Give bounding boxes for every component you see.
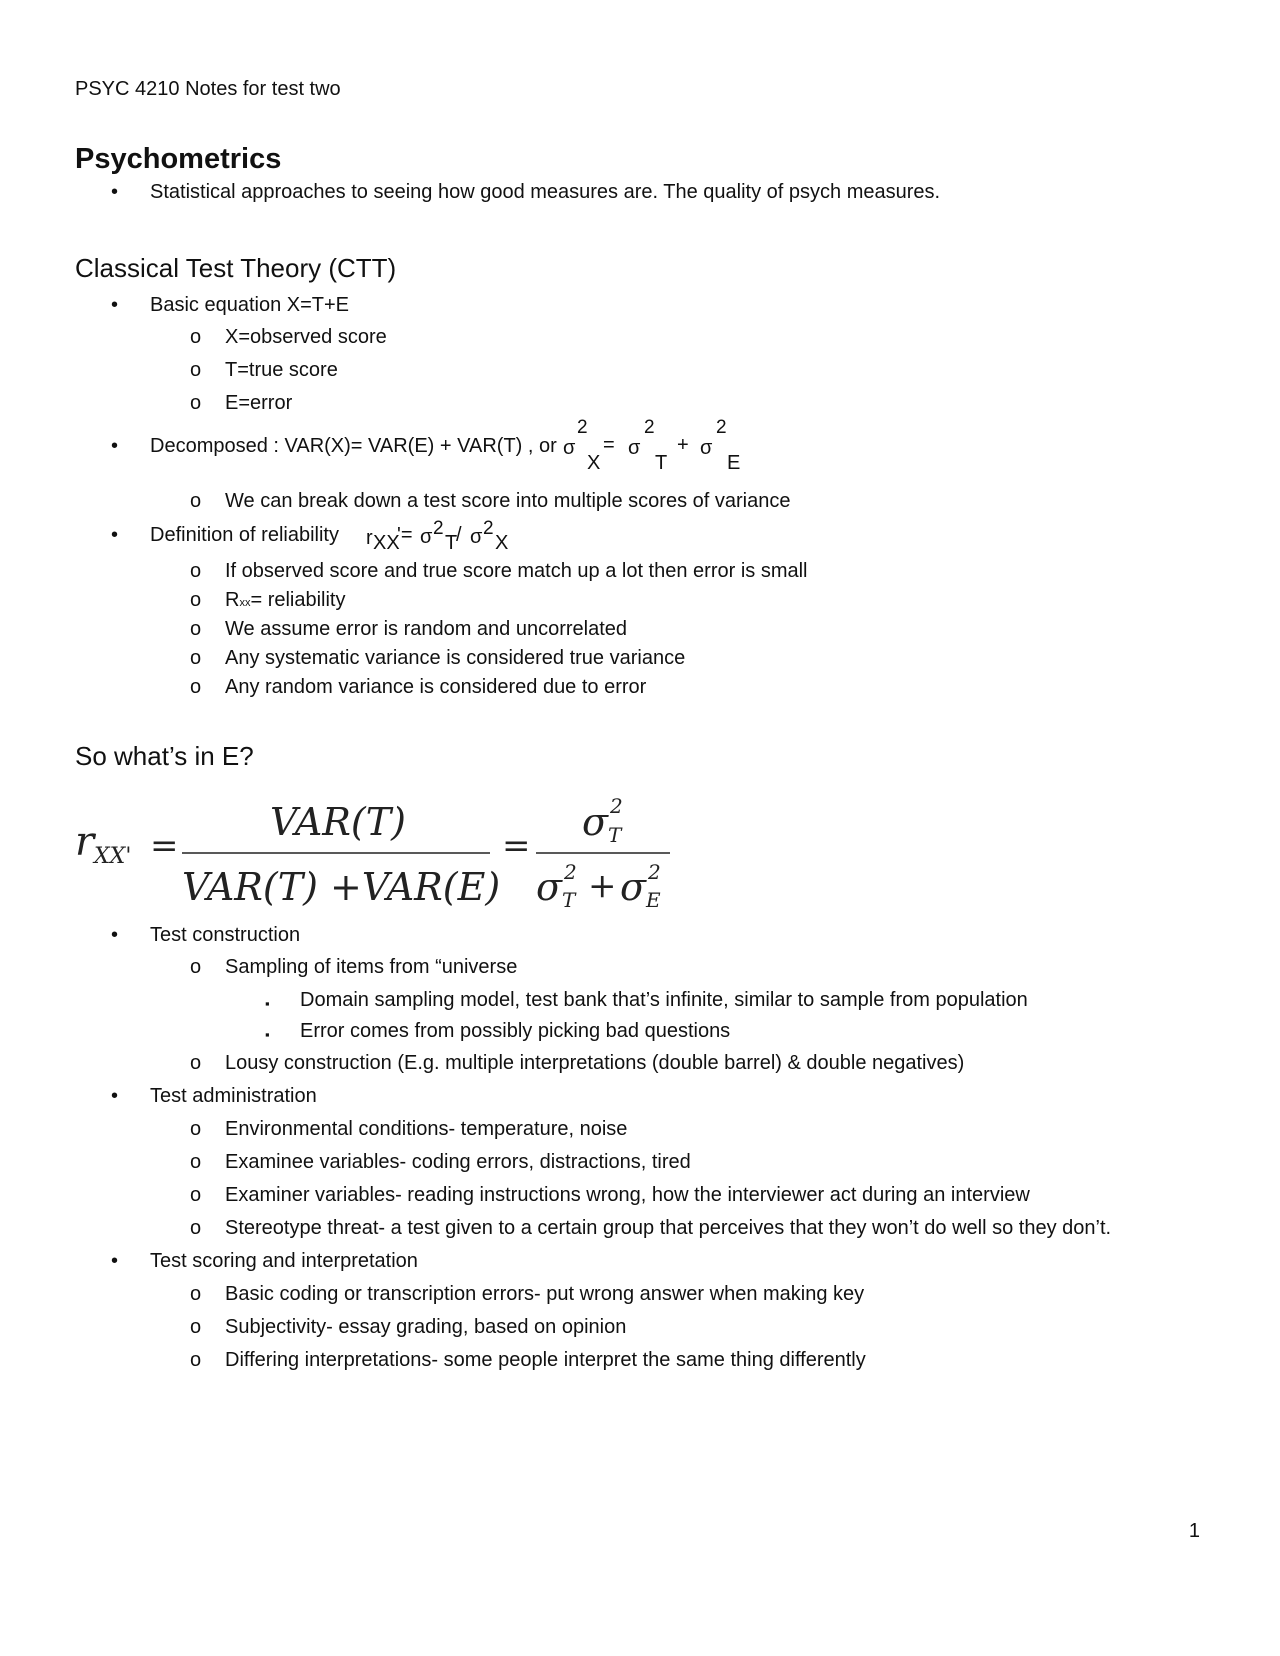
list-item-rxx [225, 589, 346, 612]
sigma-symbol: σ [700, 437, 713, 459]
formula-den-t: T [562, 888, 576, 912]
superscript-2: 2 [577, 417, 588, 438]
sub-bullet-marker [190, 1184, 201, 1207]
list-item: Test construction [150, 924, 301, 946]
subscript-e: E [727, 452, 741, 474]
list-item: Differing interpretations- some people interpret the same thing differently [225, 1349, 866, 1371]
list-item: E=error [225, 392, 293, 414]
list-item: Any random variance is considered due to error [225, 676, 647, 698]
sub-bullet-marker [190, 1217, 201, 1240]
subscript-t: T [655, 452, 668, 474]
sub-bullet-marker [190, 956, 201, 979]
list-item: We can break down a test score into multiple scores of variance [225, 490, 791, 512]
list-item: Examiner variables- reading instructions wrong, how the interviewer act during an interview [225, 1184, 1030, 1206]
list-item: Sampling of items from “universe [225, 956, 518, 978]
list-item: Environmental conditions- temperature, noise [225, 1118, 628, 1140]
list-item: Basic equation X=T+E [150, 294, 350, 316]
bullet-marker [111, 181, 118, 204]
sub-bullet-marker [190, 1052, 201, 1075]
list-item-decomposed [150, 435, 557, 458]
sigma-symbol: σ [563, 437, 576, 459]
sub-bullet-marker [190, 647, 201, 670]
r-symbol: r [366, 527, 373, 549]
decomposed-text: Decomposed : VAR(X)= VAR(E) + VAR(T) , or [150, 435, 557, 457]
formula-sub-xx: XX' [94, 844, 132, 869]
sub-bullet-marker [190, 1151, 201, 1174]
list-item: Test scoring and interpretation [150, 1250, 418, 1272]
list-item: Any systematic variance is considered true variance [225, 647, 686, 669]
formula-num-two: 2 [610, 795, 623, 818]
bullet-marker [111, 524, 118, 547]
bullet-marker [111, 435, 118, 458]
sub-bullet-marker [190, 618, 201, 641]
subscript-x: X [587, 452, 601, 474]
formula-num1: VAR(T) [270, 800, 406, 844]
square-bullet-marker [265, 1022, 270, 1045]
list-item: Domain sampling model, test bank that’s infinite, similar to sample from population [300, 989, 1028, 1011]
formula-eq-2: = [502, 826, 531, 866]
formula-den-e: E [646, 888, 661, 912]
heading-whats-in-e: So what’s in E? [75, 741, 254, 771]
rxx-subscript: xx [239, 597, 251, 609]
list-item: Examinee variables- coding errors, distractions, tired [225, 1151, 691, 1173]
sub-bullet-marker [190, 560, 201, 583]
formula-plus: + [588, 866, 617, 906]
rxx-label: R [225, 589, 240, 611]
superscript-2: 2 [433, 518, 444, 539]
bullet-marker [111, 294, 118, 317]
formula-den-two2: 2 [648, 860, 661, 884]
list-item: X=observed score [225, 326, 387, 348]
rxx-text: = reliability [250, 589, 346, 611]
superscript-2: 2 [644, 417, 655, 438]
sigma-symbol: σ [470, 526, 483, 548]
list-item: Test administration [150, 1085, 317, 1107]
list-item: Stereotype threat- a test given to a certain group that perceives that they won’t do well so they don’t. [225, 1217, 1112, 1239]
list-item-reliability-def [150, 524, 339, 547]
formula-den1: VAR(T) +VAR(E) [182, 865, 501, 909]
list-item: Error comes from possibly picking bad questions [300, 1020, 731, 1042]
formula-sigma-den2: σ [620, 865, 646, 909]
bullet-marker [111, 1085, 118, 1108]
page-number: 1 [1188, 1520, 1200, 1542]
formula-svg [70, 795, 690, 915]
bullet-marker [111, 924, 118, 947]
list-item: Lousy construction (E.g. multiple interpretations (double barrel) & double negatives) [225, 1052, 965, 1074]
list-item: If observed score and true score match up a lot then error is small [225, 560, 808, 582]
list-item: Subjectivity- essay grading, based on opinion [225, 1316, 627, 1338]
list-item: Statistical approaches to seeing how good measures are. The quality of psych measures. [150, 181, 941, 203]
heading-psychometrics: Psychometrics [75, 143, 282, 175]
sub-bullet-marker [190, 490, 201, 513]
list-item: We assume error is random and uncorrelated [225, 618, 628, 640]
bullet-marker [111, 1250, 118, 1273]
sub-bullet-marker [190, 1118, 201, 1141]
square-bullet-marker [265, 991, 270, 1014]
reliability-formula [70, 795, 690, 915]
superscript-2: 2 [483, 518, 494, 539]
subscript-x: X [495, 532, 509, 554]
formula-r: r [75, 819, 95, 865]
sigma-symbol: σ [628, 437, 641, 459]
prime-equals: '= [397, 524, 413, 546]
sub-bullet-marker [190, 1349, 201, 1372]
sub-bullet-marker [190, 359, 201, 382]
sub-bullet-marker [190, 392, 201, 415]
list-item: Basic coding or transcription errors- put wrong answer when making key [225, 1283, 865, 1305]
sigma-symbol: σ [420, 526, 433, 548]
document-header: PSYC 4210 Notes for test two [75, 78, 341, 100]
sub-bullet-marker [190, 676, 201, 699]
heading-ctt: Classical Test Theory (CTT) [75, 253, 397, 283]
formula-den-two1: 2 [564, 860, 577, 884]
formula-sigma-num: σ [582, 800, 608, 844]
plus-sign: + [677, 434, 689, 456]
formula-eq-1: = [150, 826, 179, 866]
list-item: T=true score [225, 359, 338, 381]
formula-num-t: T [608, 823, 622, 847]
sub-bullet-marker [190, 1316, 201, 1339]
equals-sign: = [603, 434, 615, 456]
superscript-2: 2 [716, 417, 727, 438]
formula-sigma-den1: σ [536, 865, 562, 909]
sub-bullet-marker [190, 326, 201, 349]
sub-bullet-marker [190, 1283, 201, 1306]
sub-bullet-marker [190, 589, 201, 612]
reliability-def-text: Definition of reliability [150, 524, 339, 546]
subscript-t: T [445, 532, 458, 554]
subscript-xx: XX [373, 532, 400, 554]
slash: / [456, 524, 462, 546]
